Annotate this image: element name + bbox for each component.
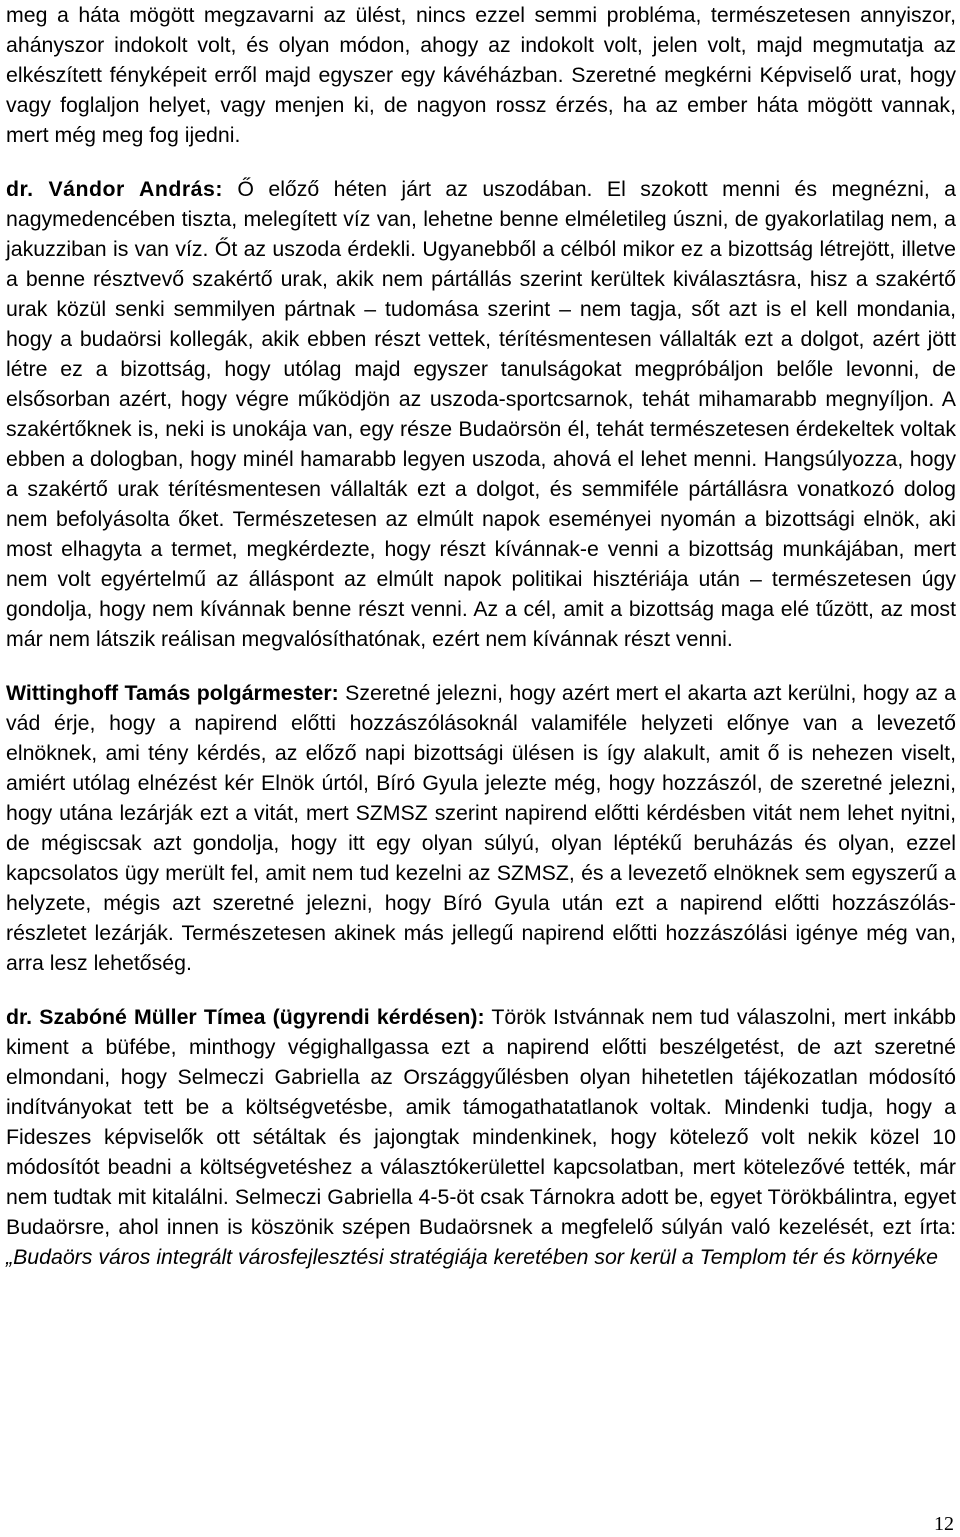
speaker-name: Wittinghoff Tamás polgármester: [6,681,339,705]
paragraph-intro [6,0,956,150]
paragraph-text: meg a háta mögött megzavarni az ülést, nincs ezzel semmi probléma, természetesen annyiszor, ahányszor indokolt volt, és olyan módon, ahogy az indokolt volt, jelen volt, majd megmutatja az elkészített fényképeit erről majd egyszer egy kávéházban. Szeretné megkérni Képviselő urat, hogy vagy foglaljon helyet, vagy menjen ki, de nagyon rossz érzés, ha az ember háta mögött vannak, mert még meg fog ijedni. [6,3,956,147]
page-number: 12 [934,1513,954,1535]
speaker-name: dr. Szabóné Müller Tímea (ügyrendi kérdésen): [6,1005,485,1029]
paragraph-text: Török Istvánnak nem tud válaszolni, mert inkább kiment a büfébe, minthogy végighallgassa ezt a napirend előtti beszélgetést, de azt szeretné elmondani, hogy Selmeczi Gabriella az Országgyűlésben olyan hihetetlen tájékozatlan módosító indítványokat tett be a költségvetésbe, amik támogathatatlanok voltak. Mindenki tudja, hogy a Fideszes képviselők ott sétáltak és jajongtak mindenkinek, hogy kötelező volt nekik közel 10 módosítót beadni a költségvetéshez a választókerülettel kapcsolatban, mert kötelezővé tették, már nem tudtak mit kitalálni. Selmeczi Gabriella 4-5-öt csak Tárnokra adott be, egyet Törökbálintra, egyet Budaörsre, ahol innen is köszönik szépen Budaörsnek a megfelelő súlyán való kezelését, ezt írta: [6,1005,956,1239]
paragraph-text: Ő előző héten járt az uszodában. El szokott menni és megnézni, a nagymedencében tiszta, melegített víz van, lehetne benne elméletileg úszni, de gyakorlatilag nem, a jakuzziban is van víz. Őt az uszoda érdekli. Ugyanebből a célból mikor ez a bizottság létrejött, illetve a benne résztvevő szakértő urak, akik nem pártállás szerint kerültek kiválasztásra, hisz a szakértő urak közül senki semmilyen pártnak – tudomása szerint – nem tagja, sőt azt is el kell mondania, hogy a budaörsi kollegák, akik ebben részt vettek, térítésmentesen vállalták ezt a dolgot, azért jött létre ez a bizottság, hogy utólag majd egyszer tanulságokat megpróbáljon belőle levonni, de elsősorban azért, hogy végre működjön az uszoda-sportcsarnok, tehát mihamarabb megnyíljon. A szakértőknek is, neki is unokája van, egy része Budaörsön él, tehát természetesen érdekeltek voltak ebben a dologban, hogy minél hamarabb legyen uszoda, ahová el lehet menni. Hangsúlyozza, hogy a szakértő urak térítésmentesen vállalták ezt a dolgot, és semmiféle pártállásra vonatkozó dolog nem befolyásolta őket. Természetesen az elmúlt napok eseményei nyomán a bizottsági elnök, aki most elhagyta a termet, megkérdezte, hogy részt kívánnak-e venni a bizottság munkájában, mert nem volt egyértelmű az álláspont az elmúlt napok politikai hisztériája után – természetesen úgy gondolja, hogy nem kívánnak benne részt venni. Az a cél, amit a bizottság maga elé tűzött, az most már nem látszik reálisan megvalósíthatónak, ezért nem kívánnak részt venni. [6,177,957,651]
speaker-name: dr. Vándor András: [6,177,223,201]
document-page [6,0,956,1272]
quoted-text: „Budaörs város integrált városfejlesztési stratégiája keretében sor kerül a Templom tér és környéke [6,1245,938,1269]
paragraph-wittinghoff [6,678,956,978]
paragraph-szabone [6,1002,956,1272]
paragraph-vandor [6,174,956,654]
paragraph-text: Szeretné jelezni, hogy azért mert el akarta azt kerülni, hogy az a vád érje, hogy a napirend előtti hozzászólásoknál valamiféle helyzeti előnye van a levezető elnöknek, ami tény kérdés, az előző napi bizottsági ülésen is így alakult, amit ő is nehezen viselt, amiért utólag elnézést kér Elnök úrtól, Bíró Gyula jelezte még, hogy hozzászól, de szeretné jelezni, hogy utána lezárják ezt a vitát, mert SZMSZ szerint napirend előtti kérdésben vitát nem lehet nyitni, de mégiscsak azt gondolja, hogy itt egy olyan súlyú, olyan léptékű beruházás és olyan, ezzel kapcsolatos ügy merült fel, amit nem tud kezelni az SZMSZ, és a levezető elnöknek sem egyszerű a helyzete, mégis azt szeretné jelezni, hogy Bíró Gyula után ezt a napirend előtti hozzászólás-részletet lezárják. Természetesen akinek más jellegű napirend előtti hozzászólási igénye még van, arra lesz lehetőség. [6,681,956,975]
